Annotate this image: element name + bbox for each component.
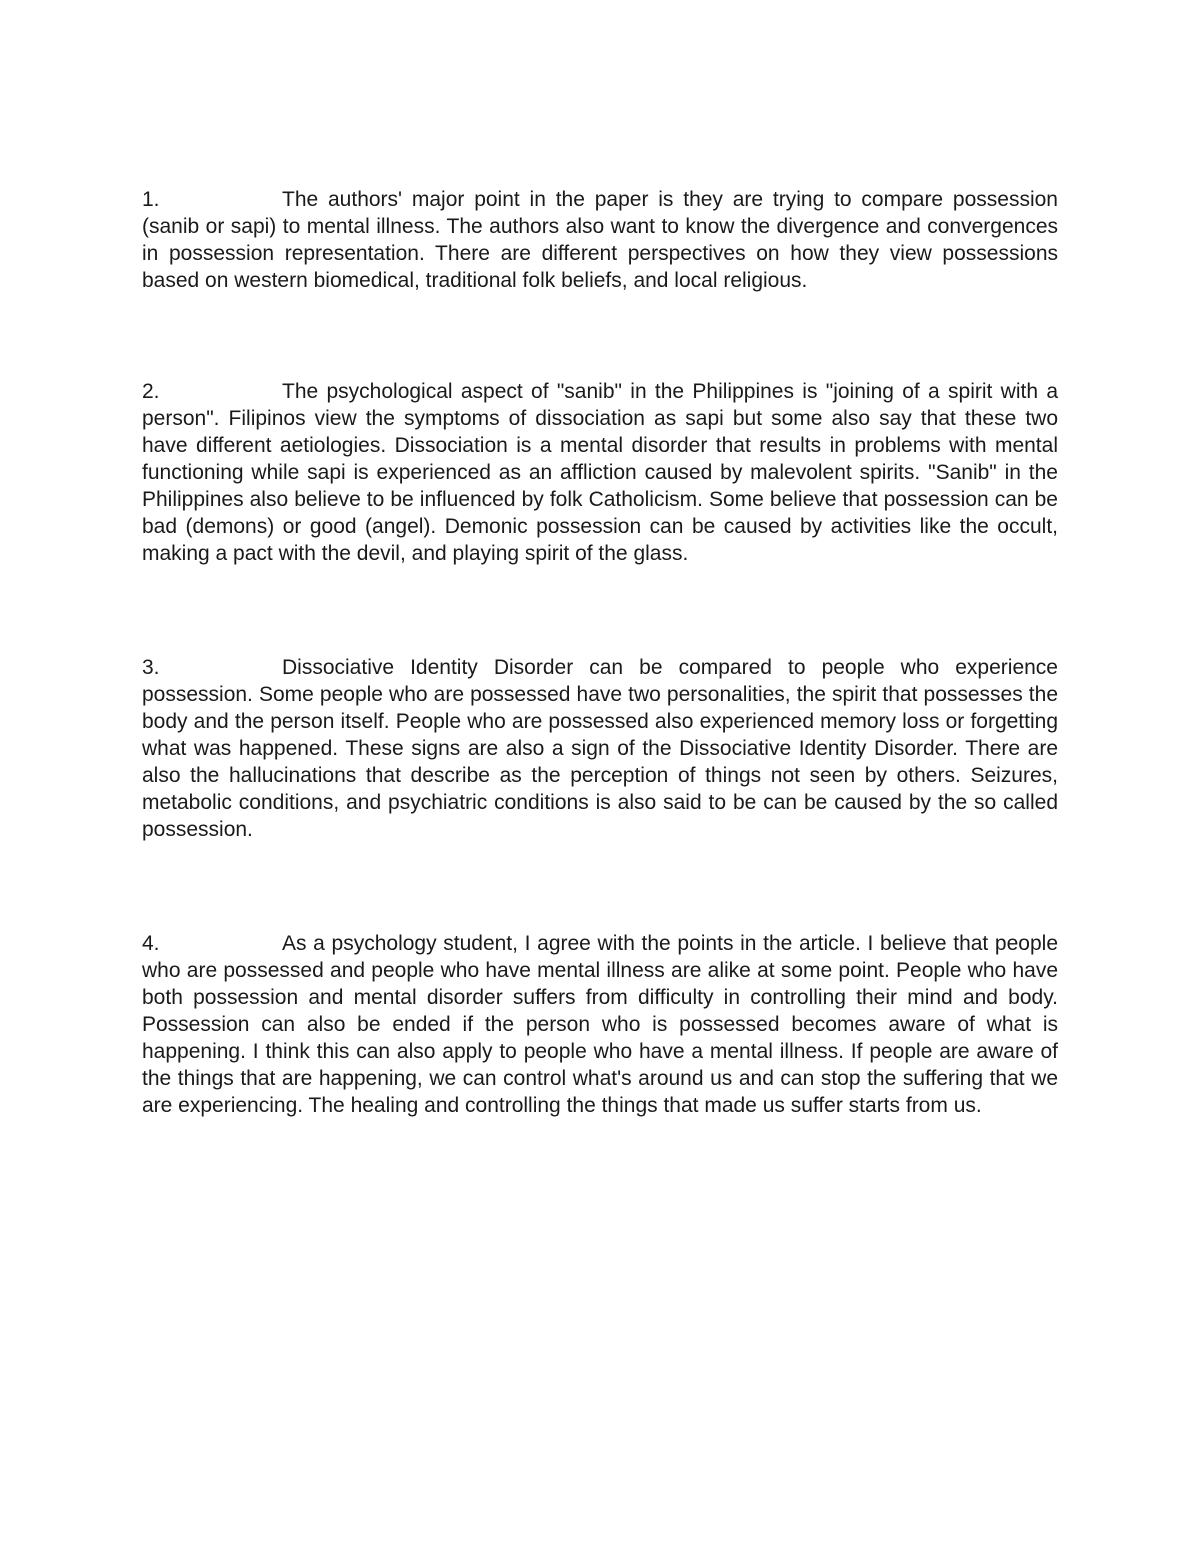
paragraph-number: 3. xyxy=(142,656,160,679)
paragraph-number: 4. xyxy=(142,932,160,955)
paragraph-1 xyxy=(142,186,1058,294)
paragraph-text: As a psychology student, I agree with the points in the article. I believe that people who are possessed and people who have mental illness are alike at some point. People who have both possession and mental disorder suffers from difficulty in controlling their mind and body. Possession can also be ended if the person who is possessed becomes aware of what is happening. I think this can also apply to people who have a mental illness. If people are aware of the things that are happening, we can control what's around us and can stop the suffering that we are experiencing. The healing and controlling the things that made us suffer starts from us. xyxy=(142,932,1058,1117)
paragraph-text: The psychological aspect of "sanib" in the Philippines is "joining of a spirit with a person". Filipinos view the symptoms of dissociation as sapi but some also say that these two have different aetiologies. Dissociation is a mental disorder that results in problems with mental functioning while sapi is experienced as an affliction caused by malevolent spirits. "Sanib" in the Philippines also believe to be influenced by folk Catholicism. Some believe that possession can be bad (demons) or good (angel). Demonic possession can be caused by activities like the occult, making a pact with the devil, and playing spirit of the glass. xyxy=(142,380,1058,565)
paragraph-text: The authors' major point in the paper is they are trying to compare possession (sanib or sapi) to mental illness. The authors also want to know the divergence and convergences in possession representation. There are different perspectives on how they view possessions based on western biomedical, traditional folk beliefs, and local religious. xyxy=(142,188,1058,292)
paragraph-text: Dissociative Identity Disorder can be compared to people who experience possession. Some people who are possessed have two personalities, the spirit that possesses the body and the person itself. People who are possessed also experienced memory loss or forgetting what was happened. These signs are also a sign of the Dissociative Identity Disorder. There are also the hallucinations that describe as the perception of things not seen by others. Seizures, metabolic conditions, and psychiatric conditions is also said to be can be caused by the so called possession. xyxy=(142,656,1058,841)
paragraph-number: 2. xyxy=(142,380,160,403)
paragraph-3 xyxy=(142,654,1058,843)
paragraph-2 xyxy=(142,378,1058,567)
paragraph-number: 1. xyxy=(142,188,160,211)
paragraph-4 xyxy=(142,930,1058,1119)
